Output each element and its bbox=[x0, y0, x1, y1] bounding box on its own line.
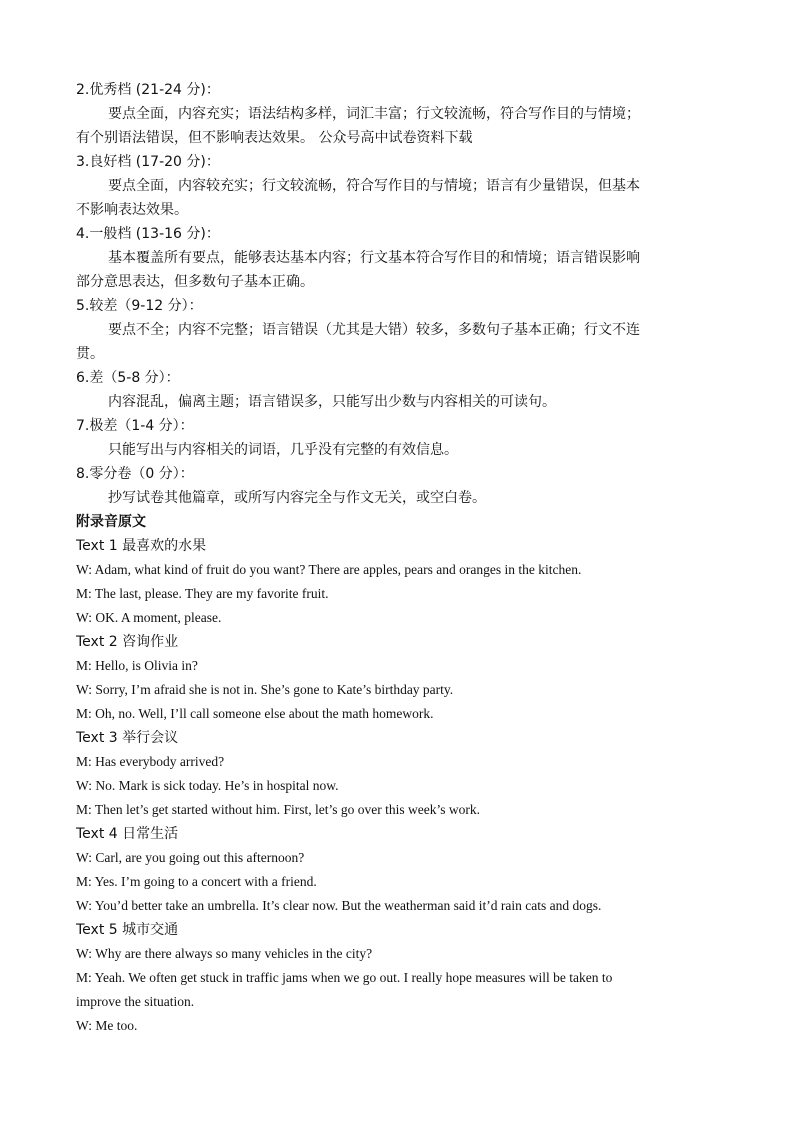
transcript-line: M: Yeah. We often get stuck in traffic jams when we go out. I really hope measures will be taken to bbox=[76, 970, 613, 985]
grade-level bbox=[76, 294, 720, 366]
transcript-text bbox=[76, 918, 720, 1038]
appendix-title: 附录音原文 bbox=[76, 514, 146, 530]
grade-level bbox=[76, 462, 720, 510]
transcript-heading: Text 5 城市交通 bbox=[76, 922, 179, 938]
transcript-line: W: OK. A moment, please. bbox=[76, 610, 222, 625]
grade-description: 基本覆盖所有要点，能够表达基本内容；行文基本符合写作目的和情境；语言错误影响 bbox=[108, 250, 640, 266]
transcript-section bbox=[76, 534, 720, 1038]
transcript-line: W: You’d better take an umbrella. It’s clear now. But the weatherman said it’d rain cats and dogs. bbox=[76, 898, 602, 913]
grade-title: 4.一般档 (13-16 分)： bbox=[76, 226, 220, 242]
grade-description: 不影响表达效果。 bbox=[76, 202, 188, 218]
grade-description: 要点不全；内容不完整；语言错误（尤其是大错）较多，多数句子基本正确；行文不连 bbox=[108, 322, 640, 338]
grade-level bbox=[76, 366, 720, 414]
grade-description: 要点全面，内容充实；语法结构多样，词汇丰富；行文较流畅，符合写作目的与情境； bbox=[108, 106, 640, 122]
grade-title: 6.差（5-8 分）： bbox=[76, 370, 180, 386]
transcript-line: M: Then let’s get started without him. First, let’s go over this week’s work. bbox=[76, 802, 480, 817]
grade-description: 有个别语法错误，但不影响表达效果。 公众号高中试卷资料下载 bbox=[76, 130, 473, 146]
grade-level bbox=[76, 414, 720, 462]
grade-level bbox=[76, 150, 720, 222]
grade-description: 要点全面，内容较充实；行文较流畅，符合写作目的与情境；语言有少量错误，但基本 bbox=[108, 178, 640, 194]
grade-title: 3.良好档 (17-20 分)： bbox=[76, 154, 220, 170]
transcript-line: W: Why are there always so many vehicles in the city? bbox=[76, 946, 373, 961]
transcript-text bbox=[76, 822, 720, 918]
grade-description: 内容混乱，偏离主题；语言错误多，只能写出少数与内容相关的可读句。 bbox=[108, 394, 556, 410]
transcript-heading: Text 4 日常生活 bbox=[76, 826, 179, 842]
transcript-line: W: Carl, are you going out this afternoon? bbox=[76, 850, 305, 865]
document-content bbox=[76, 78, 720, 1038]
transcript-line: M: Has everybody arrived? bbox=[76, 754, 225, 769]
grade-level bbox=[76, 78, 720, 150]
grade-title: 2.优秀档 (21-24 分)： bbox=[76, 82, 220, 98]
transcript-line: M: Oh, no. Well, I’ll call someone else about the math homework. bbox=[76, 706, 434, 721]
grade-title: 8.零分卷（0 分）： bbox=[76, 466, 194, 482]
transcript-heading: Text 1 最喜欢的水果 bbox=[76, 538, 207, 554]
transcript-heading: Text 3 举行会议 bbox=[76, 730, 179, 746]
grade-description: 抄写试卷其他篇章，或所写内容完全与作文无关，或空白卷。 bbox=[108, 490, 486, 506]
transcript-line: W: Sorry, I’m afraid she is not in. She’s gone to Kate’s birthday party. bbox=[76, 682, 454, 697]
transcript-line: W: Me too. bbox=[76, 1018, 138, 1033]
grade-title: 5.较差（9-12 分）： bbox=[76, 298, 203, 314]
transcript-text bbox=[76, 630, 720, 726]
grade-title: 7.极差（1-4 分）： bbox=[76, 418, 194, 434]
transcript-line: W: No. Mark is sick today. He’s in hospital now. bbox=[76, 778, 339, 793]
grading-section bbox=[76, 78, 720, 510]
grade-description: 只能写出与内容相关的词语，几乎没有完整的有效信息。 bbox=[108, 442, 458, 458]
transcript-line: W: Adam, what kind of fruit do you want? There are apples, pears and oranges in the kitchen. bbox=[76, 562, 582, 577]
transcript-line: M: The last, please. They are my favorite fruit. bbox=[76, 586, 329, 601]
grade-description: 部分意思表达，但多数句子基本正确。 bbox=[76, 274, 314, 290]
grade-description: 贯。 bbox=[76, 346, 104, 362]
transcript-line: M: Yes. I’m going to a concert with a friend. bbox=[76, 874, 317, 889]
transcript-text bbox=[76, 534, 720, 630]
grade-level bbox=[76, 222, 720, 294]
transcript-line: improve the situation. bbox=[76, 994, 195, 1009]
transcript-heading: Text 2 咨询作业 bbox=[76, 634, 179, 650]
transcript-text bbox=[76, 726, 720, 822]
transcript-line: M: Hello, is Olivia in? bbox=[76, 658, 198, 673]
